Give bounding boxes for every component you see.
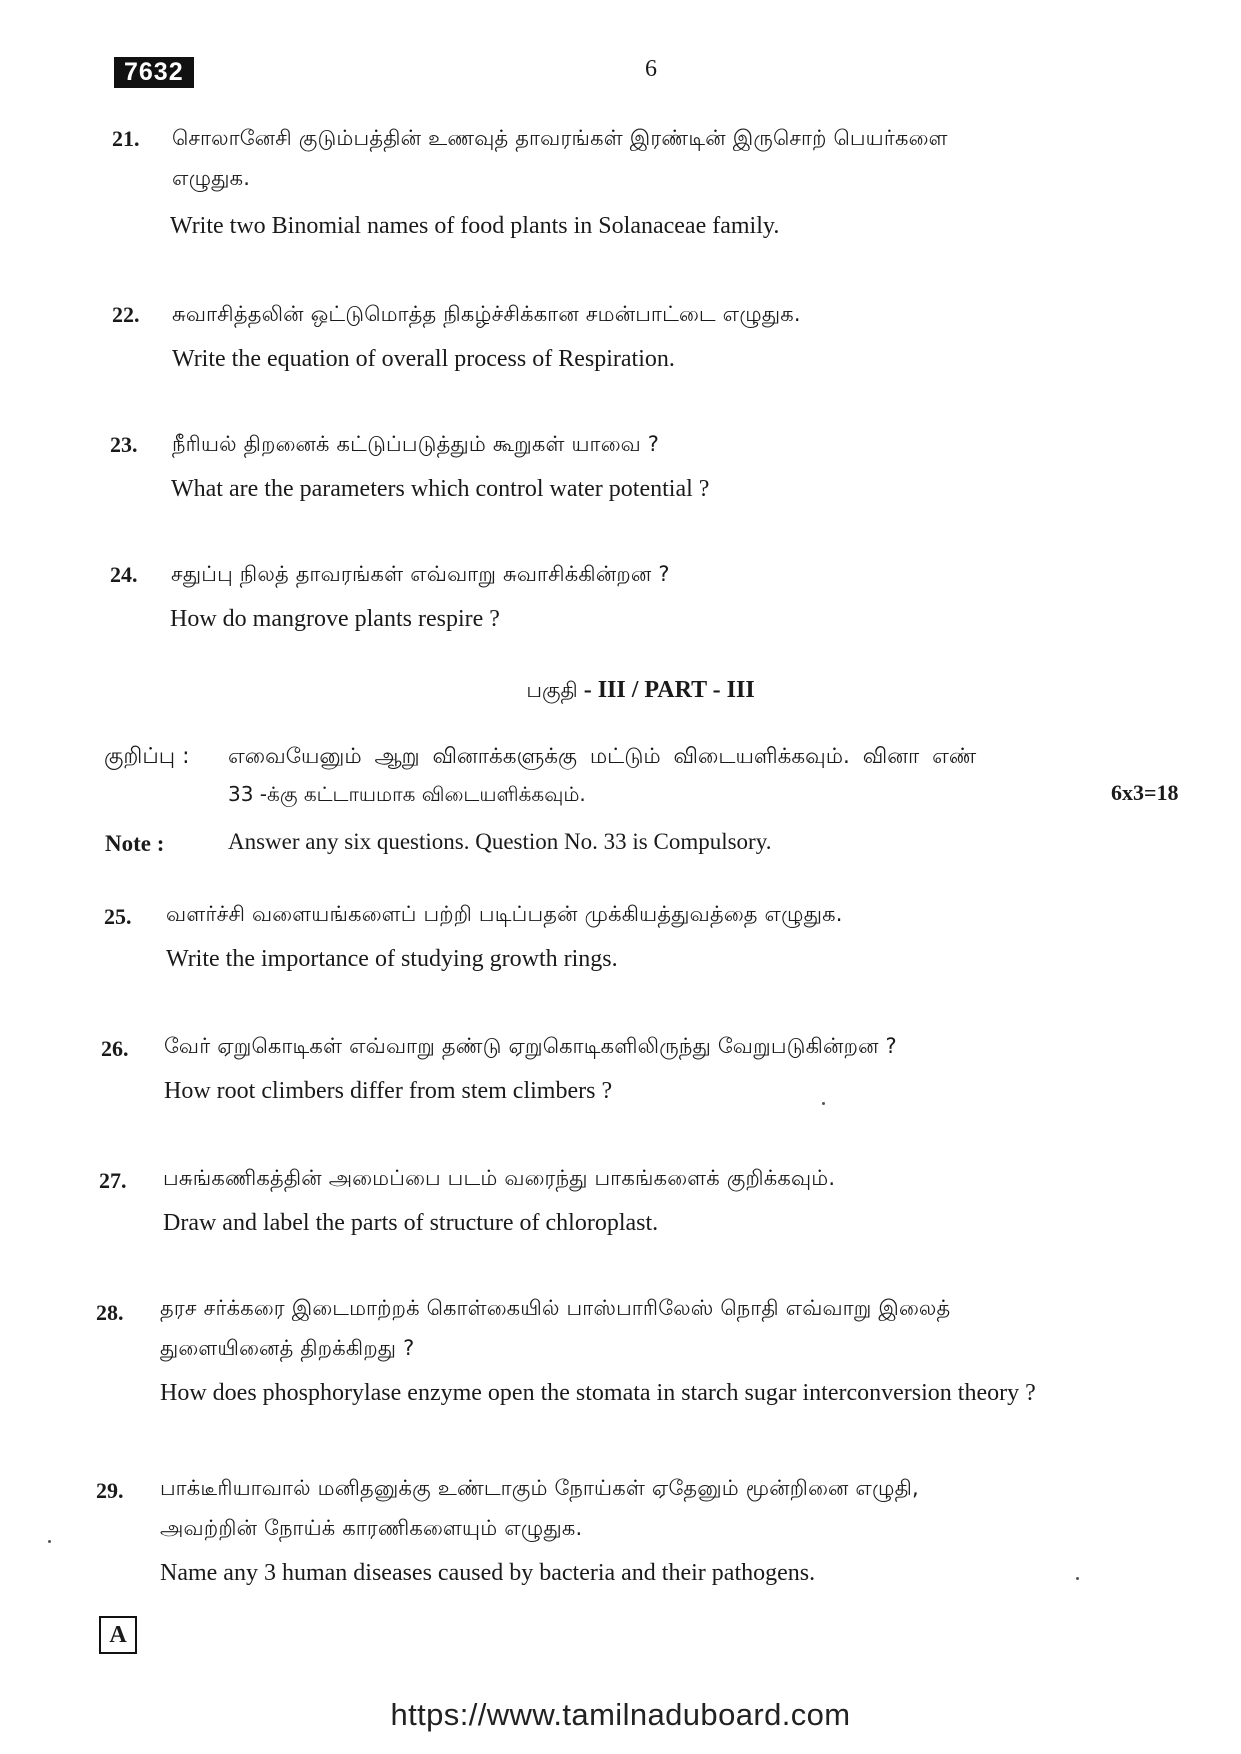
question-text-english: How does phosphorylase enzyme open the stomata in starch sugar interconversion theory ? — [160, 1380, 1036, 1406]
paper-code-badge: 7632 — [114, 57, 194, 88]
note-text-tamil-cont: 33 -க்கு கட்டாயமாக விடையளிக்கவும். — [228, 782, 586, 806]
question-text-tamil: நீரியல் திறனைக் கட்டுப்படுத்தும் கூறுகள் யாவை ? — [172, 432, 660, 456]
question-number: 22. — [112, 302, 140, 327]
version-box: A — [99, 1616, 137, 1654]
question-number: 27. — [99, 1168, 127, 1193]
question-text-tamil: சதுப்பு நிலத் தாவரங்கள் எவ்வாறு சுவாசிக்கின்றன ? — [171, 562, 670, 586]
question-text-tamil: சொலானேசி குடும்பத்தின் உணவுத் தாவரங்கள் இரண்டின் இருசொற் பெயர்களை — [172, 126, 948, 150]
question-text-english: Draw and label the parts of structure of chloroplast. — [163, 1210, 659, 1236]
note-label-english: Note : — [105, 831, 165, 856]
question-text-english: Write two Binomial names of food plants in Solanaceae family. — [170, 213, 780, 239]
question-text-tamil: சுவாசித்தலின் ஒட்டுமொத்த நிகழ்ச்சிக்கான சமன்பாட்டை எழுதுக. — [172, 302, 801, 326]
question-number: 23. — [110, 432, 138, 457]
question-number: 28. — [96, 1300, 124, 1325]
scan-speck — [822, 1102, 825, 1105]
question-text-tamil-cont: அவற்றின் நோய்க் காரணிகளையும் எழுதுக. — [160, 1516, 583, 1540]
note-label-tamil: குறிப்பு : — [104, 744, 190, 769]
question-text-english: How root climbers differ from stem climbers ? — [164, 1078, 613, 1104]
question-text-tamil: தரச சர்க்கரை இடைமாற்றக் கொள்கையில் பாஸ்பாரிலேஸ் நொதி எவ்வாறு இலைத் — [160, 1296, 951, 1320]
question-number: 29. — [96, 1478, 124, 1503]
question-text-english: Write the equation of overall process of Respiration. — [172, 346, 675, 372]
question-number: 24. — [110, 562, 138, 587]
question-text-english: What are the parameters which control water potential ? — [171, 476, 710, 502]
note-text-tamil: எவையேனும் ஆறு வினாக்களுக்கு மட்டும் விடையளிக்கவும். வினா எண் — [228, 744, 977, 769]
question-text-tamil: பசுங்கணிகத்தின் அமைப்பை படம் வரைந்து பாகங்களைக் குறிக்கவும். — [163, 1166, 836, 1190]
question-text-english: Write the importance of studying growth rings. — [166, 946, 618, 972]
note-text-english: Answer any six questions. Question No. 33 is Compulsory. — [228, 829, 772, 854]
question-text-english: How do mangrove plants respire ? — [170, 606, 500, 632]
page-number: 6 — [645, 56, 657, 82]
question-number: 25. — [104, 904, 132, 929]
footer-url: https://www.tamilnaduboard.com — [390, 1697, 851, 1732]
part-heading-tamil: பகுதி — [526, 678, 578, 702]
question-text-tamil-cont: துளையினைத் திறக்கிறது ? — [160, 1336, 415, 1360]
question-text-tamil: வேர் ஏறுகொடிகள் எவ்வாறு தண்டு ஏறுகொடிகளிலிருந்து வேறுபடுகின்றன ? — [164, 1034, 897, 1058]
scan-speck — [1076, 1577, 1079, 1580]
part-heading — [0, 677, 1241, 705]
question-number: 21. — [112, 126, 140, 151]
question-number: 26. — [101, 1036, 129, 1061]
question-text-english: Name any 3 human diseases caused by bacteria and their pathogens. — [160, 1560, 816, 1586]
scan-speck — [48, 1540, 51, 1543]
part-heading-label: - III / PART - III — [577, 677, 755, 703]
question-text-tamil-cont: எழுதுக. — [172, 166, 251, 190]
question-text-tamil: பாக்டீரியாவால் மனிதனுக்கு உண்டாகும் நோய்கள் ஏதேனும் மூன்றினை எழுதி, — [160, 1476, 919, 1500]
marks-allocation: 6x3=18 — [1111, 780, 1179, 805]
question-text-tamil: வளர்ச்சி வளையங்களைப் பற்றி படிப்பதன் முக்கியத்துவத்தை எழுதுக. — [166, 902, 843, 926]
